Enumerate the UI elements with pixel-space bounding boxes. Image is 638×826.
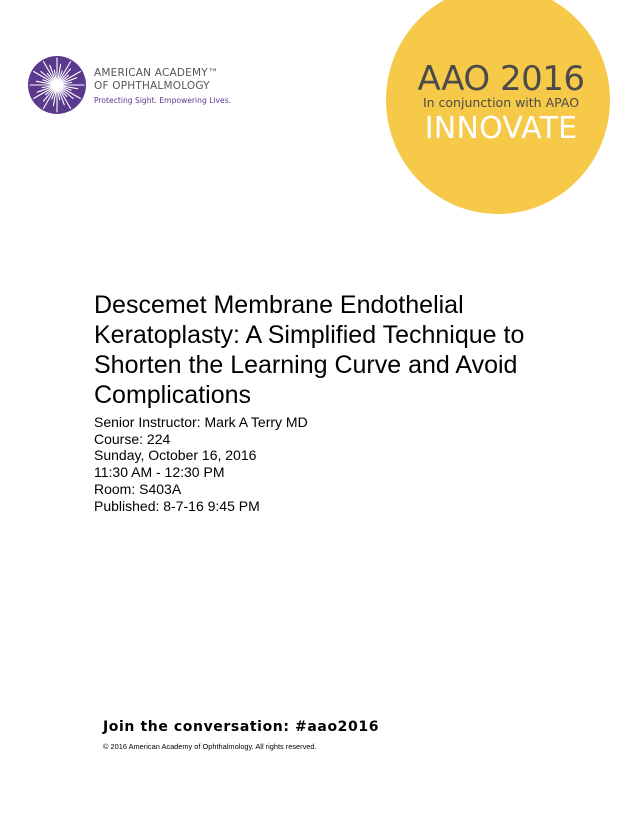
course-room: Room: S403A (94, 480, 182, 497)
course-title-line: Descemet Membrane Endothelial (94, 291, 464, 319)
course-title-line: Shorten the Learning Curve and Avoid (94, 351, 518, 379)
senior-instructor: Senior Instructor: Mark A Terry MD (94, 414, 308, 430)
org-name-line2: OF OPHTHALMOLOGY (94, 80, 210, 92)
badge-title: AAO 2016 (417, 59, 585, 99)
meeting-badge (386, 0, 610, 214)
course-number: Course: 224 (94, 430, 171, 447)
course-title-line: Keratoplasty: A Simplified Technique to (94, 321, 525, 349)
badge-subtitle: In conjunction with APAO (422, 95, 580, 110)
org-name-line1: AMERICAN ACADEMY™ (94, 67, 219, 79)
course-title-line: Complications (94, 381, 252, 409)
course-time: 11:30 AM - 12:30 PM (94, 464, 225, 481)
aao-logo (27, 55, 267, 115)
starburst-icon (27, 55, 87, 115)
course-details (94, 414, 308, 514)
published-date: Published: 8-7-16 9:45 PM (94, 497, 260, 514)
course-date: Sunday, October 16, 2016 (94, 447, 257, 464)
logo-text (94, 67, 274, 105)
org-tagline: Protecting Sight. Empowering Lives. (94, 96, 232, 105)
badge-theme: INNOVATE (424, 111, 578, 146)
conversation-hashtag: Join the conversation: #aao2016 (103, 719, 380, 735)
course-title (94, 290, 594, 410)
copyright-notice: © 2016 American Academy of Ophthalmology. All rights reserved. (103, 742, 317, 751)
